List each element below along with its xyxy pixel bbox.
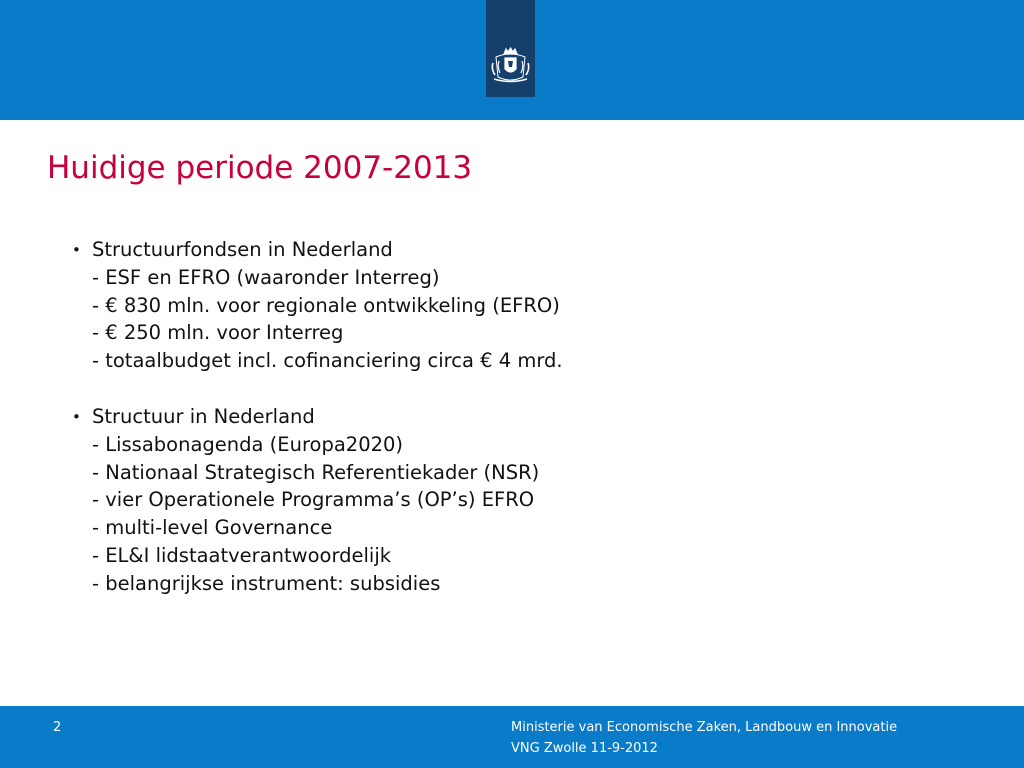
bullet-heading: Structuurfondsen in Nederland	[92, 238, 393, 261]
footer-text	[511, 717, 897, 759]
bullet-subline: - ESF en EFRO (waaronder Interreg)	[92, 265, 440, 289]
bullet-subline: - EL&I lidstaatverantwoordelijk	[92, 543, 392, 567]
bullet-heading: Structuur in Nederland	[92, 404, 315, 428]
page-number: 2	[53, 720, 62, 735]
logo-block	[486, 0, 535, 97]
bullet-marker: •	[72, 407, 81, 426]
bullet-marker: •	[72, 241, 81, 259]
rijksoverheid-coat-of-arms-icon	[488, 47, 533, 85]
header-band	[0, 0, 1024, 120]
bullet-subline: - Lissabonagenda (Europa2020)	[92, 432, 404, 456]
footer-organization: Ministerie van Economische Zaken, Landbouw en Innovatie	[511, 720, 898, 735]
bullet-subline: - multi-level Governance	[92, 516, 333, 540]
bullet-item-structuur	[72, 403, 563, 598]
footer-event: VNG Zwolle 11-9-2012	[511, 741, 658, 756]
bullet-subline: - Nationaal Strategisch Referentiekader (NSR)	[92, 460, 540, 484]
bullet-subline: - totaalbudget incl. cofinanciering circa € 4 mrd.	[92, 349, 563, 373]
bullet-list	[72, 236, 563, 626]
slide-title: Huidige periode 2007-2013	[47, 150, 473, 186]
bullet-subline: - belangrijkse instrument: subsidies	[92, 571, 441, 595]
bullet-subline: - € 830 mln. voor regionale ontwikkeling (EFRO)	[92, 293, 560, 317]
bullet-item-structuurfondsen	[72, 236, 563, 375]
bullet-subline: - € 250 mln. voor Interreg	[92, 321, 344, 345]
bullet-subline: - vier Operationele Programma’s (OP’s) EFRO	[92, 488, 535, 512]
